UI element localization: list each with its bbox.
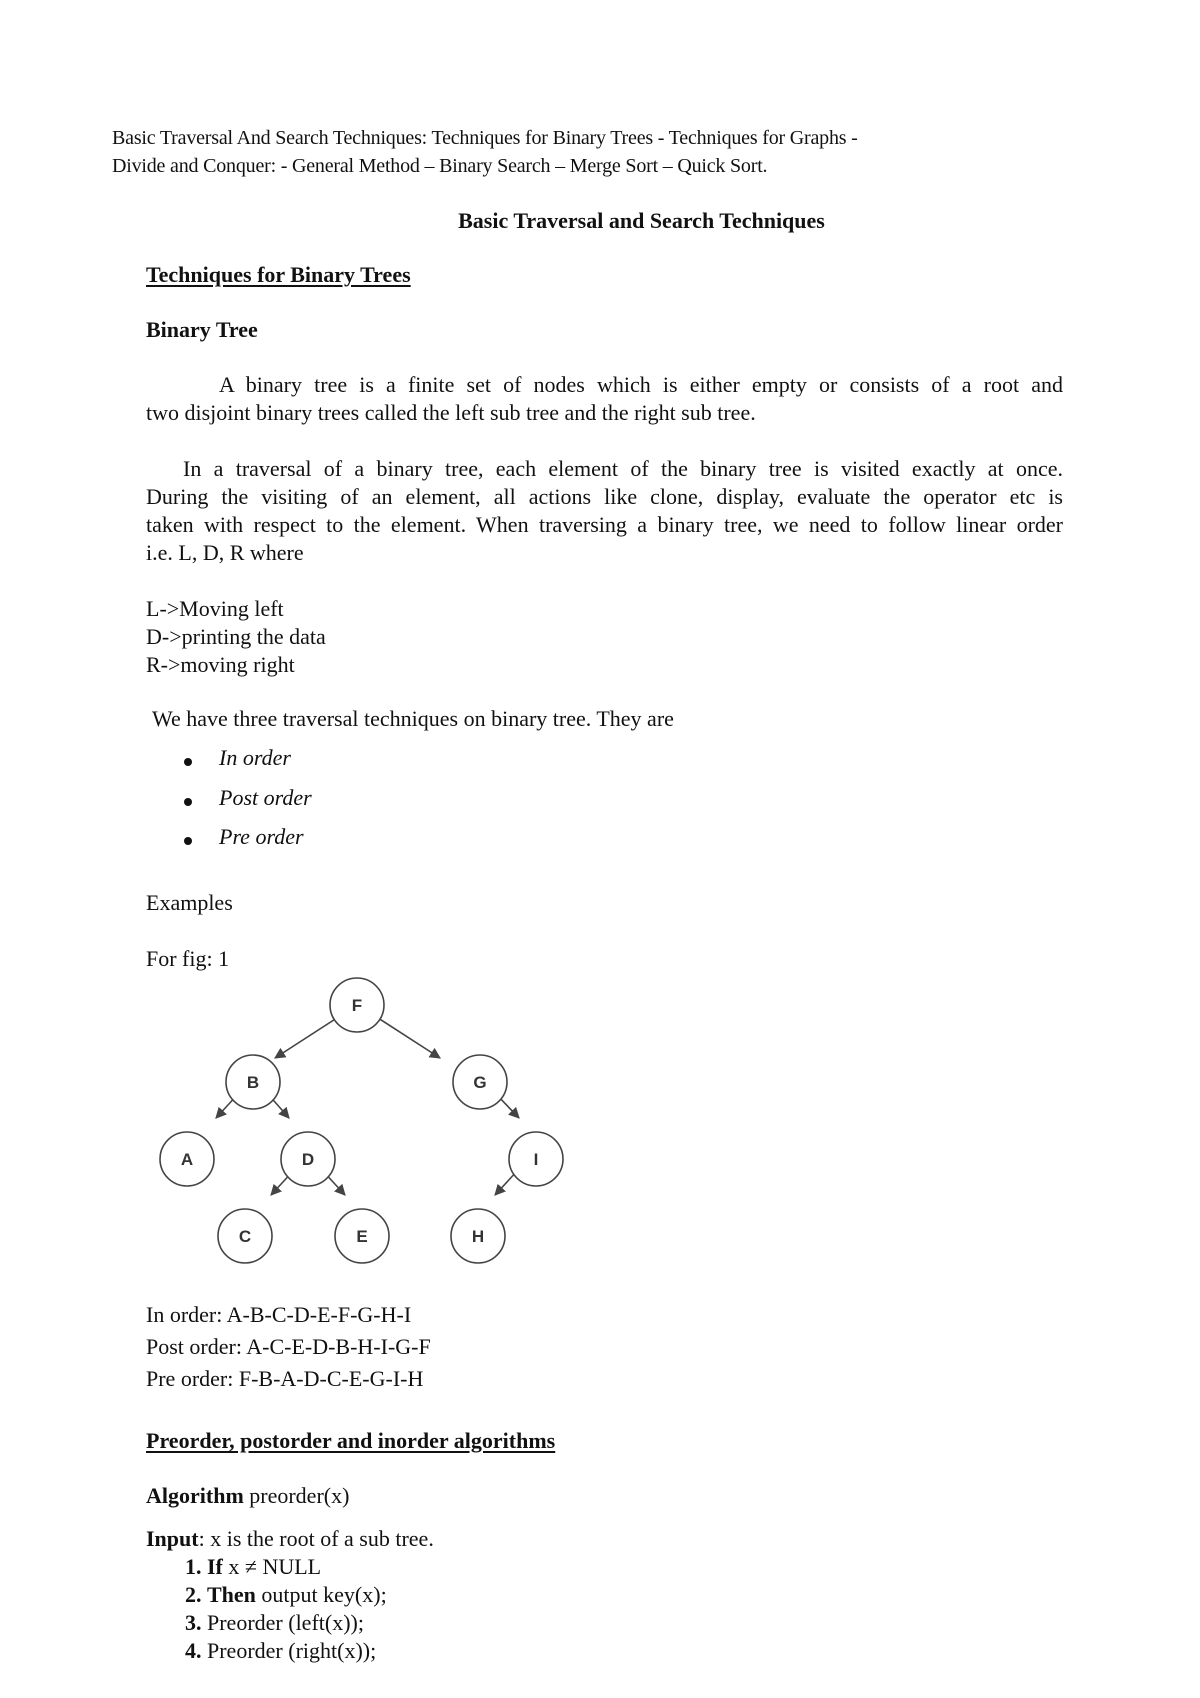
algorithm-step [185,1554,321,1580]
step-keyword: If [207,1554,223,1579]
subheading-binary-tree: Binary Tree [146,317,258,342]
tree-node-e [335,1209,389,1263]
inorder-result: In order: A-B-C-D-E-F-G-H-I [146,1302,412,1327]
tree-node-label: E [356,1227,368,1246]
tree-node-label: I [533,1150,539,1169]
algorithm-step [185,1582,387,1608]
bullet-dot [184,837,192,845]
tree-node-h [451,1209,505,1263]
edge-f-g [375,1016,440,1058]
para2-line4: i.e. L, D, R where [146,540,304,565]
tree-node-c [218,1209,272,1263]
ldr-line-r: R->moving right [146,652,295,677]
step-number: 2. [185,1582,202,1607]
para1-line1: A binary tree is a finite set of nodes which is either empty or consists of a root and [219,372,1063,397]
bullet-in-order: In order [219,745,291,770]
preorder-result: Pre order: F-B-A-D-C-E-G-I-H [146,1366,424,1391]
step-text: x ≠ NULL [222,1554,322,1579]
step-text: output key(x); [255,1582,387,1607]
algorithm-name: preorder(x) [243,1483,350,1508]
tree-node-label: F [351,996,363,1015]
tree-node-label: C [238,1227,252,1246]
algorithm-keyword: Algorithm [146,1483,244,1508]
bullet-dot [184,798,192,806]
step-keyword: Then [207,1582,256,1607]
binary-tree-figure [150,975,580,1275]
algorithm-step [185,1638,376,1664]
tree-node-b [226,1055,280,1109]
para2-line1: In a traversal of a binary tree, each element of the binary tree is visited exactly at once. [183,456,1063,481]
algorithm-step [185,1610,364,1636]
input-keyword: Input [146,1526,199,1551]
step-text: Preorder (right(x)); [201,1638,377,1663]
para1-line2: two disjoint binary trees called the left sub tree and the right sub tree. [146,400,756,425]
step-number: 4. [185,1638,202,1663]
tree-node-label: H [471,1227,485,1246]
tree-node-f [330,978,384,1032]
tree-node-label: B [246,1073,260,1092]
section-heading-algorithms: Preorder, postorder and inorder algorithms [146,1428,556,1453]
input-text: : x is the root of a sub tree. [198,1526,434,1551]
step-text: Preorder (left(x)); [201,1610,364,1635]
page-title: Basic Traversal and Search Techniques [458,208,825,233]
tree-node-label: A [180,1150,194,1169]
edge-f-b [275,1016,340,1058]
step-number: 3. [185,1610,202,1635]
step-number: 1. [185,1554,202,1579]
bullet-dot [184,758,192,766]
section-heading-binary-trees: Techniques for Binary Trees [146,262,411,287]
tree-node-label: D [301,1150,315,1169]
tree-node-g [453,1055,507,1109]
intro-line-1: Basic Traversal And Search Techniques: Techniques for Binary Trees - Techniques for Graphs - [112,127,858,149]
three-techniques-text: We have three traversal techniques on binary tree. They are [152,706,674,731]
fig-label: For fig: 1 [146,946,230,971]
examples-label: Examples [146,890,233,915]
para2-line3: taken with respect to the element. When traversing a binary tree, we need to follow linear order [146,512,1063,537]
bullet-post-order: Post order [219,785,312,810]
tree-node-i [509,1132,563,1186]
ldr-line-d: D->printing the data [146,624,326,649]
algorithm-line [146,1483,349,1509]
input-line [146,1526,434,1552]
bullet-pre-order: Pre order [219,824,304,849]
tree-node-a [160,1132,214,1186]
ldr-line-l: L->Moving left [146,596,284,621]
tree-node-label: G [473,1073,487,1092]
postorder-result: Post order: A-C-E-D-B-H-I-G-F [146,1334,431,1359]
intro-line-2: Divide and Conquer: - General Method – Binary Search – Merge Sort – Quick Sort. [112,155,768,177]
para2-line2: During the visiting of an element, all actions like clone, display, evaluate the operator etc is [146,484,1063,509]
tree-node-d [281,1132,335,1186]
